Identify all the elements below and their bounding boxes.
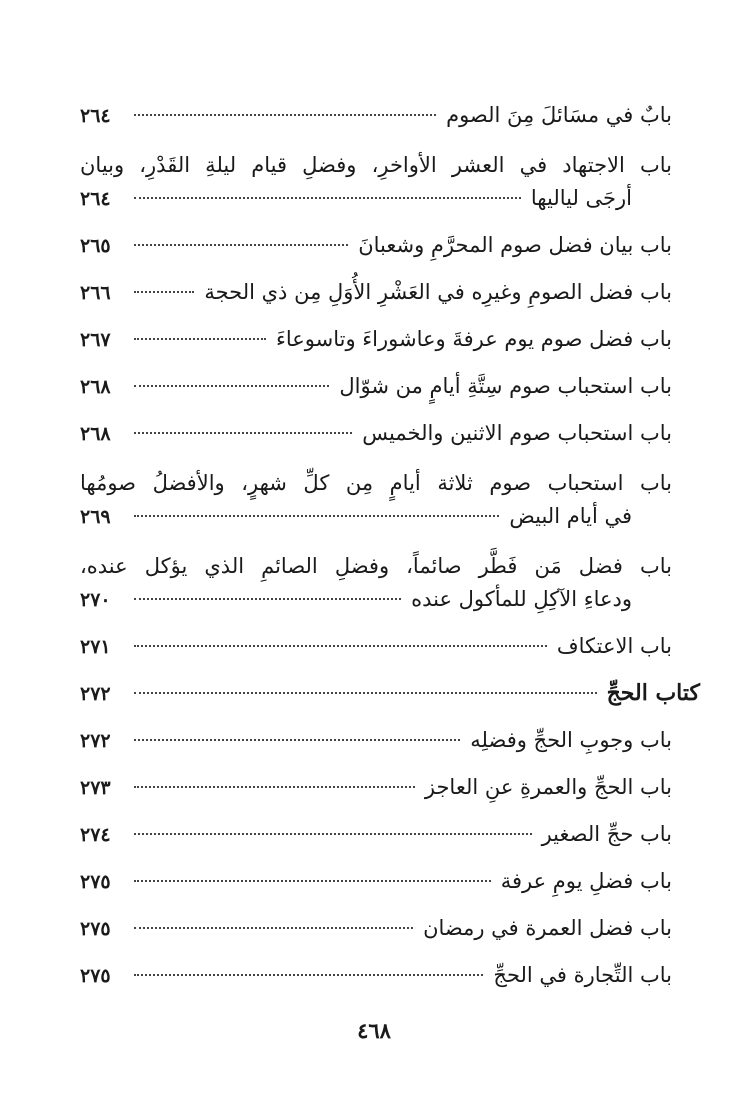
dot-leader (134, 432, 352, 434)
toc-entry (80, 418, 672, 449)
dot-leader (134, 645, 547, 647)
toc-entry-title: باب فضل الصومِ وغيرِه في العَشْرِ الأُوَلِ مِن ذي الحجة (204, 280, 672, 304)
toc-entry-title: ودعاءِ الآكِلِ للمأكول عنده (411, 587, 632, 611)
toc-entry-page: ٢٦٧ (80, 329, 111, 351)
toc-entry (80, 147, 672, 214)
toc-entry (80, 324, 672, 355)
toc-entry (80, 277, 672, 308)
toc-entry-page: ٢٧١ (80, 636, 111, 658)
toc-entry-title: باب فضلِ يومِ عرفة (500, 869, 672, 893)
toc-entry (80, 866, 672, 897)
toc-entry-page: ٢٦٥ (80, 235, 111, 257)
toc-entry-page: ٢٧٢ (80, 730, 111, 752)
toc-entry-title: باب استحباب صوم الاثنين والخميس (362, 421, 672, 445)
toc-entry (80, 465, 672, 532)
toc-entry (80, 772, 672, 803)
toc-entry-page: ٢٦٨ (80, 376, 111, 398)
toc-entry (80, 371, 672, 402)
toc-entry-title: أرجَى لياليها (530, 186, 632, 210)
dot-leader (134, 114, 436, 116)
toc-entry (80, 631, 672, 662)
toc-entry-title-line1: باب استحباب صوم ثلاثة أيامٍ مِن كلِّ شهرٍ، والأفضلُ صومُها (80, 471, 672, 495)
toc-entry-title: في أيام البيض (509, 504, 632, 528)
toc-entry-title: باب وجوبِ الحجِّ وفضلِه (470, 728, 672, 752)
toc-entry (80, 548, 672, 615)
dot-leader (134, 515, 499, 517)
toc-entry-page: ٢٧٤ (80, 824, 111, 846)
toc-entry (80, 913, 672, 944)
toc-entry-title: باب استحباب صوم سِتَّةِ أيامٍ من شوّال (339, 374, 672, 398)
dot-leader (134, 880, 491, 882)
toc-entry-page: ٢٦٦ (80, 282, 111, 304)
dot-leader (134, 291, 194, 293)
dot-leader (134, 739, 460, 741)
dot-leader (134, 598, 401, 600)
toc-entry-title: باب الحجِّ والعمرةِ عنِ العاجز (424, 775, 672, 799)
page-number: ٤٦٨ (357, 1018, 391, 1043)
toc-entry-title: باب حجِّ الصغير (541, 822, 672, 846)
dot-leader (134, 244, 348, 246)
toc-entry (80, 230, 672, 261)
table-of-contents (80, 100, 700, 1007)
dot-leader (134, 692, 597, 694)
toc-entry-page: ٢٧٥ (80, 918, 111, 940)
toc-entry-title-line1: باب فضل مَن فَطَّر صائماً، وفضلِ الصائمِ الذي يؤكل عنده، (80, 554, 672, 578)
dot-leader (134, 927, 413, 929)
dot-leader (134, 385, 329, 387)
toc-entry-page: ٢٧٢ (80, 683, 111, 705)
dot-leader (134, 338, 266, 340)
toc-entry-title-line1: باب الاجتهاد في العشر الأواخرِ، وفضلِ قيام ليلةِ القَدْرِ، وبيان (80, 153, 672, 177)
toc-entry (80, 819, 672, 850)
toc-entry (80, 960, 672, 991)
dot-leader (134, 974, 483, 976)
toc-entry-page: ٢٧٥ (80, 871, 111, 893)
toc-book-heading (80, 678, 700, 709)
toc-entry-page: ٢٦٤ (80, 188, 111, 210)
toc-entry-page: ٢٦٨ (80, 423, 111, 445)
toc-entry (80, 100, 672, 131)
toc-entry-page: ٢٧٣ (80, 777, 111, 799)
toc-entry-title: باب التِّجارة في الحجِّ (493, 963, 672, 987)
toc-entry-title: باب فضل صوم يوم عرفةَ وعاشوراءَ وتاسوعاءَ (275, 327, 672, 351)
dot-leader (134, 786, 415, 788)
toc-entry-title: باب بيان فضل صوم المحرَّمِ وشعبانَ (358, 233, 672, 257)
dot-leader (134, 833, 532, 835)
toc-book-title: كتاب الحجِّ (606, 680, 700, 706)
toc-entry-title: بابٌ في مسَائلَ مِنَ الصوم (446, 103, 672, 127)
toc-entry-page: ٢٧٥ (80, 965, 111, 987)
toc-entry-title: باب الاعتكاف (556, 634, 672, 658)
toc-entry-page: ٢٦٩ (80, 506, 111, 528)
toc-entry-page: ٢٦٤ (80, 105, 111, 127)
toc-entry-page: ٢٧٠ (80, 589, 111, 611)
dot-leader (134, 197, 521, 199)
toc-entry-title: باب فضل العمرة في رمضان (423, 916, 672, 940)
toc-entry (80, 725, 672, 756)
